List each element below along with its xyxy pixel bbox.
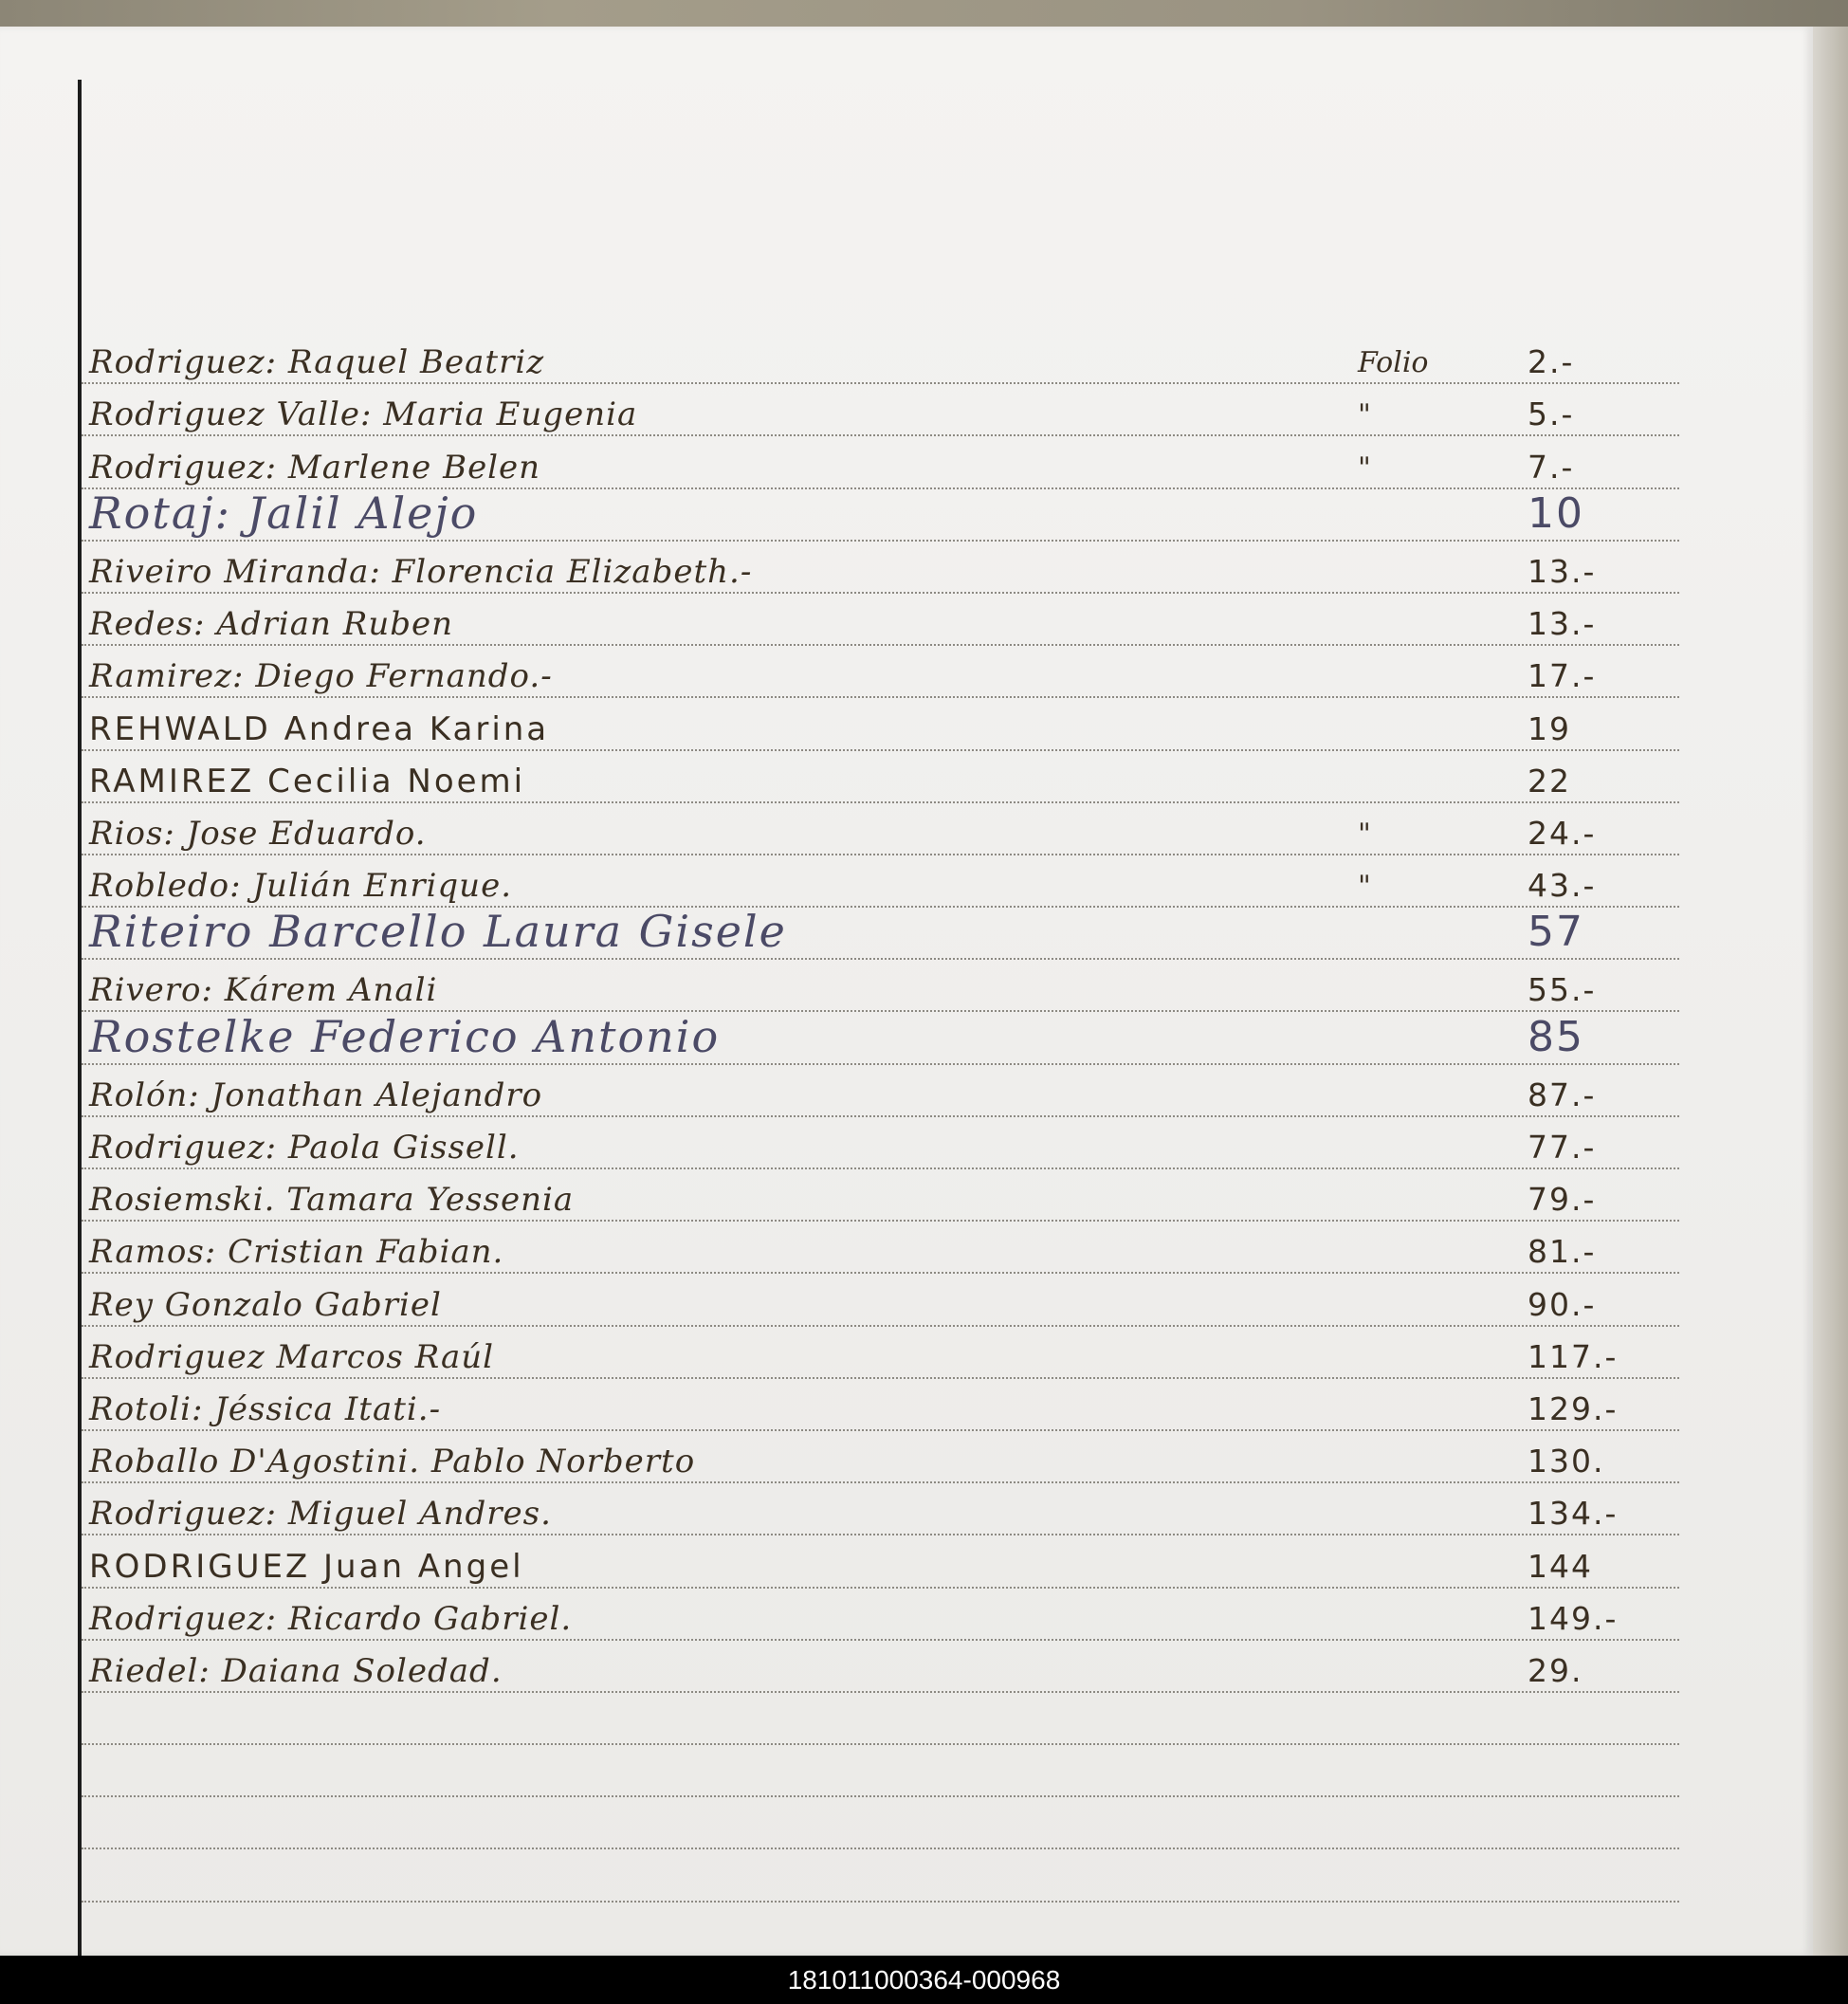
ledger-row [82, 1222, 1679, 1274]
folio-number: 2.- [1528, 343, 1575, 381]
entry-name: Rodriguez: Ricardo Gabriel. [89, 1599, 573, 1638]
ledger-row [82, 1274, 1679, 1326]
ditto-mark: " [1358, 870, 1371, 904]
folio-number: 85 [1528, 1012, 1584, 1061]
entry-name: Rostelke Federico Antonio [89, 1010, 721, 1062]
entry-name: RODRIGUEZ Juan Angel [89, 1547, 524, 1586]
folio-number: 55.- [1528, 971, 1597, 1009]
empty-row [82, 1745, 1679, 1797]
entry-name: Rodriguez Marcos Raúl [89, 1337, 494, 1376]
ledger-row [82, 384, 1679, 436]
folio-number: 13.- [1528, 552, 1597, 590]
folio-label: Folio [1358, 346, 1429, 380]
entry-name: Ramirez: Diego Fernando.- [89, 657, 553, 696]
ledger-row [82, 698, 1679, 750]
ledger-row [82, 1641, 1679, 1693]
ledger-row [82, 489, 1679, 542]
ledger-row [82, 1117, 1679, 1169]
entry-name: Rosiemski. Tamara Yessenia [89, 1181, 575, 1220]
folio-number: 129.- [1528, 1389, 1619, 1427]
folio-number: 22 [1528, 762, 1571, 800]
entry-name: Robledo: Julián Enrique. [89, 867, 513, 906]
page-edge [1813, 27, 1848, 1956]
entry-name: Rodriguez: Raquel Beatriz [89, 343, 545, 382]
folio-number: 57 [1528, 908, 1584, 957]
entry-name: Rotaj: Jalil Alejo [89, 487, 479, 539]
entry-name: Rolón: Jonathan Alejandro [89, 1076, 543, 1114]
entry-name: Rivero: Kárem Anali [89, 971, 438, 1010]
folio-number: 43.- [1528, 867, 1597, 905]
ledger-row [82, 594, 1679, 646]
folio-number: 134.- [1528, 1495, 1619, 1533]
entry-name: Riedel: Daiana Soledad. [89, 1651, 503, 1690]
document-id-footer: 181011000364-000968 [0, 1956, 1848, 2004]
ledger-row [82, 1169, 1679, 1222]
entry-name: Ramos: Cristian Fabian. [89, 1233, 504, 1272]
folio-number: 117.- [1528, 1337, 1619, 1375]
folio-number: 13.- [1528, 605, 1597, 643]
folio-number: 24.- [1528, 814, 1597, 852]
folio-number: 19 [1528, 709, 1571, 747]
folio-number: 29. [1528, 1651, 1583, 1689]
ledger-row [82, 855, 1679, 908]
entry-name: Rey Gonzalo Gabriel [89, 1285, 442, 1324]
ledger-row [82, 1431, 1679, 1483]
ledger-rows [82, 332, 1679, 1903]
empty-row [82, 1797, 1679, 1849]
ledger-row [82, 332, 1679, 384]
ledger-row [82, 751, 1679, 803]
entry-name: Rotoli: Jéssica Itati.- [89, 1389, 442, 1428]
empty-row [82, 1693, 1679, 1745]
entry-name: Riveiro Miranda: Florencia Elizabeth.- [89, 552, 753, 591]
entry-name: Rios: Jose Eduardo. [89, 814, 427, 853]
ledger-row [82, 908, 1679, 960]
entry-name: Rodriguez Valle: Maria Eugenia [89, 395, 638, 434]
empty-row [82, 1849, 1679, 1902]
ditto-mark: " [1358, 450, 1371, 485]
entry-name: Redes: Adrian Ruben [89, 605, 454, 644]
entry-name: RAMIREZ Cecilia Noemi [89, 762, 526, 800]
ledger-row [82, 1589, 1679, 1641]
entry-name: Roballo D'Agostini. Pablo Norberto [89, 1443, 696, 1481]
ledger-row [82, 1379, 1679, 1431]
folio-number: 149.- [1528, 1599, 1619, 1637]
ditto-mark: " [1358, 817, 1371, 851]
folio-number: 79.- [1528, 1181, 1597, 1219]
ledger-row [82, 1327, 1679, 1379]
folio-number: 7.- [1528, 448, 1575, 486]
folio-number: 144 [1528, 1547, 1593, 1585]
ledger-row [82, 1065, 1679, 1117]
ledger-row [82, 960, 1679, 1012]
ledger-row [82, 803, 1679, 855]
entry-name: Rodriguez: Miguel Andres. [89, 1495, 552, 1534]
ledger-row [82, 646, 1679, 698]
ledger-row [82, 542, 1679, 594]
folio-number: 87.- [1528, 1076, 1597, 1113]
folio-number: 77.- [1528, 1129, 1597, 1166]
ledger-row [82, 1535, 1679, 1588]
folio-number: 81.- [1528, 1233, 1597, 1271]
folio-number: 10 [1528, 488, 1584, 538]
folio-number: 90.- [1528, 1285, 1597, 1323]
folio-number: 130. [1528, 1443, 1605, 1480]
folio-number: 17.- [1528, 657, 1597, 695]
ditto-mark: " [1358, 398, 1371, 432]
entry-name: Riteiro Barcello Laura Gisele [89, 906, 787, 958]
entry-name: Rodriguez: Paola Gissell. [89, 1129, 520, 1167]
ledger-row [82, 1012, 1679, 1064]
ledger-row [82, 436, 1679, 488]
entry-name: Rodriguez: Marlene Belen [89, 448, 541, 487]
folio-number: 5.- [1528, 395, 1575, 433]
entry-name: REHWALD Andrea Karina [89, 709, 550, 748]
ledger-row [82, 1483, 1679, 1535]
